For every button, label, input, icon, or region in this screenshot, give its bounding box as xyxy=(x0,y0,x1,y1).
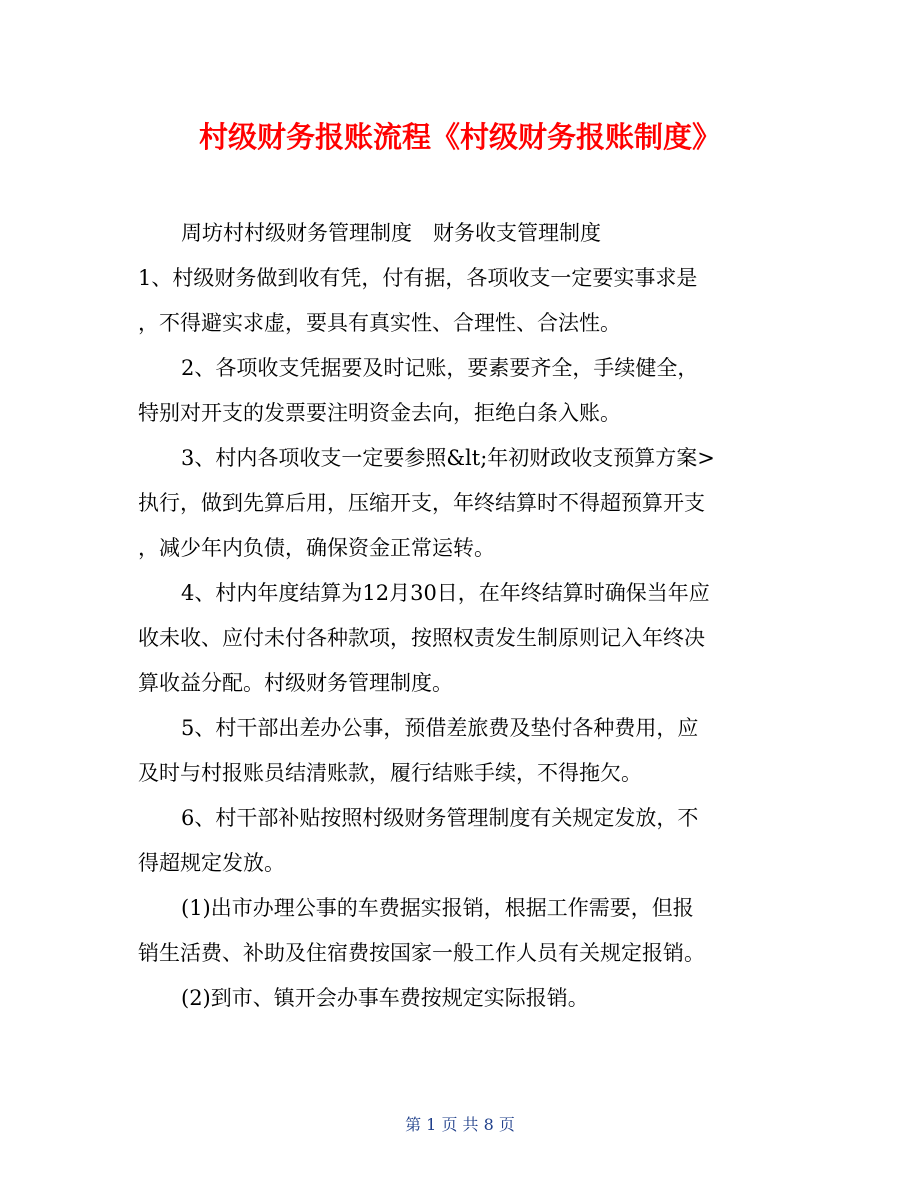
document-body xyxy=(138,211,778,1021)
body-line-item-4-cont-2: 算收益分配。村级财务管理制度。 xyxy=(138,671,453,695)
body-line-item-3: 3、村内各项收支一定要参照&lt;年初财政收支预算方案> xyxy=(181,446,715,470)
document-title: 村级财务报账流程《村级财务报账制度》 xyxy=(198,120,721,154)
body-line-item-2: 2、各项收支凭据要及时记账，要素要齐全，手续健全， xyxy=(181,356,699,380)
body-line-sub-1-cont: 销生活费、补助及住宿费按国家一般工作人员有关规定报销。 xyxy=(138,941,705,965)
body-line-sub-2: (2)到市、镇开会办事车费按规定实际报销。 xyxy=(181,986,589,1010)
body-line-sub-1: (1)出市办理公事的车费据实报销，根据工作需要，但报 xyxy=(181,896,694,920)
body-line-item-4-cont: 收未收、应付未付各种款项，按照权责发生制原则记入年终决 xyxy=(138,626,705,650)
body-line-item-3-cont: 执行，做到先算后用，压缩开支，年终结算时不得超预算开支 xyxy=(138,491,705,515)
body-line-item-1-cont: ，不得避实求虚，要具有真实性、合理性、合法性。 xyxy=(138,311,621,335)
body-line-item-5: 5、村干部出差办公事，预借差旅费及垫付各种费用，应 xyxy=(181,716,699,740)
body-line-heading: 周坊村村级财务管理制度 财务收支管理制度 xyxy=(181,221,601,245)
body-line-item-4: 4、村内年度结算为12月30日，在年终结算时确保当年应 xyxy=(181,581,710,605)
body-line-item-1: 1、村级财务做到收有凭，付有据，各项收支一定要实事求是 xyxy=(138,266,698,290)
body-line-item-5-cont: 及时与村报账员结清账款，履行结账手续，不得拖欠。 xyxy=(138,761,642,785)
page-number-footer: 第 1 页 共 8 页 xyxy=(405,1115,515,1134)
body-line-item-6: 6、村干部补贴按照村级财务管理制度有关规定发放，不 xyxy=(181,806,699,830)
body-line-item-3-cont-2: ，减少年内负债，确保资金正常运转。 xyxy=(138,536,495,560)
body-line-item-6-cont: 得超规定发放。 xyxy=(138,851,285,875)
body-line-item-2-cont: 特别对开支的发票要注明资金去向，拒绝白条入账。 xyxy=(138,401,621,425)
